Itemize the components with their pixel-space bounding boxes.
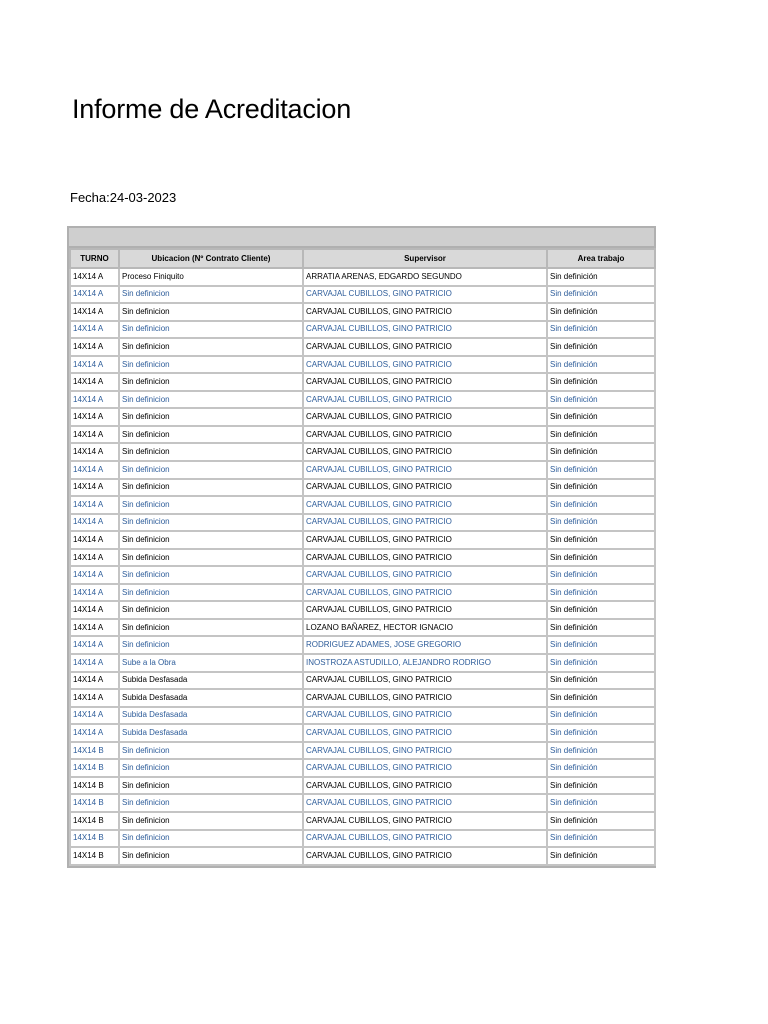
table-row: [70, 707, 655, 725]
table-row: [70, 531, 655, 549]
cell-area: Sin definición: [547, 356, 655, 374]
cell-supervisor: INOSTROZA ASTUDILLO, ALEJANDRO RODRIGO: [303, 654, 547, 672]
cell-turno: 14X14 A: [70, 689, 119, 707]
table-body: [70, 268, 655, 865]
report-date: Fecha:24-03-2023: [70, 190, 177, 205]
cell-ubicacion: Sin definicion: [119, 549, 303, 567]
cell-area: Sin definición: [547, 373, 655, 391]
cell-area: Sin definición: [547, 321, 655, 339]
table-row: [70, 286, 655, 304]
cell-supervisor: CARVAJAL CUBILLOS, GINO PATRICIO: [303, 426, 547, 444]
cell-ubicacion: Sin definicion: [119, 531, 303, 549]
table-row: [70, 479, 655, 497]
cell-area: Sin definición: [547, 724, 655, 742]
cell-supervisor: LOZANO BAÑAREZ, HECTOR IGNACIO: [303, 619, 547, 637]
cell-supervisor: CARVAJAL CUBILLOS, GINO PATRICIO: [303, 286, 547, 304]
table-row: [70, 636, 655, 654]
cell-turno: 14X14 A: [70, 373, 119, 391]
table-row: [70, 619, 655, 637]
table-row: [70, 689, 655, 707]
cell-turno: 14X14 A: [70, 707, 119, 725]
cell-area: Sin definición: [547, 584, 655, 602]
cell-area: Sin definición: [547, 338, 655, 356]
cell-area: Sin definición: [547, 654, 655, 672]
cell-area: Sin definición: [547, 759, 655, 777]
cell-turno: 14X14 A: [70, 601, 119, 619]
accreditation-table-container: [67, 226, 656, 868]
cell-ubicacion: Sin definicion: [119, 408, 303, 426]
cell-turno: 14X14 A: [70, 531, 119, 549]
table-row: [70, 777, 655, 795]
cell-area: Sin definición: [547, 531, 655, 549]
cell-supervisor: CARVAJAL CUBILLOS, GINO PATRICIO: [303, 759, 547, 777]
table-row: [70, 408, 655, 426]
cell-turno: 14X14 A: [70, 408, 119, 426]
table-row: [70, 303, 655, 321]
cell-area: Sin definición: [547, 479, 655, 497]
cell-ubicacion: Sin definicion: [119, 443, 303, 461]
cell-turno: 14X14 A: [70, 636, 119, 654]
cell-turno: 14X14 B: [70, 847, 119, 865]
table-row: [70, 496, 655, 514]
cell-supervisor: CARVAJAL CUBILLOS, GINO PATRICIO: [303, 847, 547, 865]
cell-supervisor: ARRATIA ARENAS, EDGARDO SEGUNDO: [303, 268, 547, 286]
table-row: [70, 321, 655, 339]
cell-turno: 14X14 B: [70, 777, 119, 795]
cell-supervisor: CARVAJAL CUBILLOS, GINO PATRICIO: [303, 531, 547, 549]
cell-area: Sin definición: [547, 443, 655, 461]
cell-supervisor: CARVAJAL CUBILLOS, GINO PATRICIO: [303, 496, 547, 514]
cell-ubicacion: Sin definicion: [119, 303, 303, 321]
cell-supervisor: CARVAJAL CUBILLOS, GINO PATRICIO: [303, 601, 547, 619]
cell-ubicacion: Sin definicion: [119, 636, 303, 654]
cell-area: Sin definición: [547, 742, 655, 760]
header-turno: TURNO: [70, 249, 119, 268]
table-row: [70, 601, 655, 619]
cell-turno: 14X14 A: [70, 566, 119, 584]
cell-ubicacion: Sin definicion: [119, 426, 303, 444]
table-row: [70, 391, 655, 409]
table-row: [70, 566, 655, 584]
cell-area: Sin definición: [547, 636, 655, 654]
cell-area: Sin definición: [547, 426, 655, 444]
cell-turno: 14X14 A: [70, 672, 119, 690]
cell-ubicacion: Sin definicion: [119, 777, 303, 795]
cell-turno: 14X14 A: [70, 514, 119, 532]
cell-area: Sin definición: [547, 672, 655, 690]
cell-supervisor: CARVAJAL CUBILLOS, GINO PATRICIO: [303, 794, 547, 812]
cell-area: Sin definición: [547, 777, 655, 795]
cell-ubicacion: Sin definicion: [119, 601, 303, 619]
cell-supervisor: CARVAJAL CUBILLOS, GINO PATRICIO: [303, 830, 547, 848]
table-row: [70, 373, 655, 391]
cell-area: Sin definición: [547, 566, 655, 584]
cell-ubicacion: Subida Desfasada: [119, 707, 303, 725]
cell-supervisor: CARVAJAL CUBILLOS, GINO PATRICIO: [303, 514, 547, 532]
cell-ubicacion: Proceso Finiquito: [119, 268, 303, 286]
cell-area: Sin definición: [547, 303, 655, 321]
cell-supervisor: CARVAJAL CUBILLOS, GINO PATRICIO: [303, 707, 547, 725]
cell-supervisor: CARVAJAL CUBILLOS, GINO PATRICIO: [303, 672, 547, 690]
cell-turno: 14X14 A: [70, 391, 119, 409]
cell-area: Sin definición: [547, 847, 655, 865]
table-row: [70, 549, 655, 567]
table-banner: [69, 228, 654, 248]
cell-turno: 14X14 B: [70, 759, 119, 777]
cell-supervisor: RODRIGUEZ ADAMES, JOSE GREGORIO: [303, 636, 547, 654]
cell-turno: 14X14 A: [70, 584, 119, 602]
cell-ubicacion: Sin definicion: [119, 391, 303, 409]
cell-supervisor: CARVAJAL CUBILLOS, GINO PATRICIO: [303, 812, 547, 830]
cell-turno: 14X14 A: [70, 443, 119, 461]
cell-ubicacion: Sin definicion: [119, 619, 303, 637]
cell-ubicacion: Sin definicion: [119, 496, 303, 514]
table-row: [70, 443, 655, 461]
cell-area: Sin definición: [547, 461, 655, 479]
cell-supervisor: CARVAJAL CUBILLOS, GINO PATRICIO: [303, 584, 547, 602]
cell-turno: 14X14 A: [70, 286, 119, 304]
cell-ubicacion: Sin definicion: [119, 566, 303, 584]
cell-supervisor: CARVAJAL CUBILLOS, GINO PATRICIO: [303, 479, 547, 497]
cell-ubicacion: Sin definicion: [119, 479, 303, 497]
cell-ubicacion: Subida Desfasada: [119, 724, 303, 742]
header-supervisor: Supervisor: [303, 249, 547, 268]
cell-ubicacion: Sin definicion: [119, 373, 303, 391]
cell-ubicacion: Sube a la Obra: [119, 654, 303, 672]
table-row: [70, 830, 655, 848]
table-row: [70, 268, 655, 286]
table-row: [70, 654, 655, 672]
cell-turno: 14X14 A: [70, 321, 119, 339]
cell-turno: 14X14 A: [70, 724, 119, 742]
cell-ubicacion: Subida Desfasada: [119, 672, 303, 690]
cell-ubicacion: Sin definicion: [119, 584, 303, 602]
cell-area: Sin definición: [547, 514, 655, 532]
cell-area: Sin definición: [547, 549, 655, 567]
cell-supervisor: CARVAJAL CUBILLOS, GINO PATRICIO: [303, 373, 547, 391]
cell-supervisor: CARVAJAL CUBILLOS, GINO PATRICIO: [303, 461, 547, 479]
cell-ubicacion: Sin definicion: [119, 286, 303, 304]
cell-supervisor: CARVAJAL CUBILLOS, GINO PATRICIO: [303, 391, 547, 409]
cell-supervisor: CARVAJAL CUBILLOS, GINO PATRICIO: [303, 566, 547, 584]
table-row: [70, 514, 655, 532]
cell-area: Sin definición: [547, 707, 655, 725]
cell-turno: 14X14 A: [70, 356, 119, 374]
cell-area: Sin definición: [547, 286, 655, 304]
cell-area: Sin definición: [547, 830, 655, 848]
table-row: [70, 426, 655, 444]
table-row: [70, 584, 655, 602]
cell-turno: 14X14 A: [70, 303, 119, 321]
cell-turno: 14X14 B: [70, 794, 119, 812]
cell-ubicacion: Sin definicion: [119, 514, 303, 532]
cell-turno: 14X14 A: [70, 338, 119, 356]
table-row: [70, 356, 655, 374]
cell-turno: 14X14 A: [70, 654, 119, 672]
table-row: [70, 794, 655, 812]
cell-area: Sin definición: [547, 496, 655, 514]
cell-supervisor: CARVAJAL CUBILLOS, GINO PATRICIO: [303, 777, 547, 795]
cell-turno: 14X14 A: [70, 268, 119, 286]
cell-area: Sin definición: [547, 812, 655, 830]
cell-turno: 14X14 A: [70, 549, 119, 567]
cell-turno: 14X14 A: [70, 619, 119, 637]
accreditation-table: [69, 248, 656, 866]
cell-supervisor: CARVAJAL CUBILLOS, GINO PATRICIO: [303, 303, 547, 321]
cell-supervisor: CARVAJAL CUBILLOS, GINO PATRICIO: [303, 338, 547, 356]
report-title: Informe de Acreditacion: [72, 94, 352, 124]
header-ubicacion: Ubicacion (Nº Contrato Cliente): [119, 249, 303, 268]
cell-area: Sin definición: [547, 601, 655, 619]
cell-area: Sin definición: [547, 619, 655, 637]
cell-supervisor: CARVAJAL CUBILLOS, GINO PATRICIO: [303, 742, 547, 760]
cell-supervisor: CARVAJAL CUBILLOS, GINO PATRICIO: [303, 549, 547, 567]
cell-supervisor: CARVAJAL CUBILLOS, GINO PATRICIO: [303, 408, 547, 426]
table-row: [70, 461, 655, 479]
cell-ubicacion: Sin definicion: [119, 742, 303, 760]
table-row: [70, 742, 655, 760]
cell-ubicacion: Sin definicion: [119, 321, 303, 339]
cell-supervisor: CARVAJAL CUBILLOS, GINO PATRICIO: [303, 689, 547, 707]
table-row: [70, 724, 655, 742]
cell-ubicacion: Sin definicion: [119, 356, 303, 374]
cell-turno: 14X14 A: [70, 496, 119, 514]
cell-ubicacion: Sin definicion: [119, 812, 303, 830]
cell-turno: 14X14 A: [70, 479, 119, 497]
cell-supervisor: CARVAJAL CUBILLOS, GINO PATRICIO: [303, 356, 547, 374]
cell-turno: 14X14 B: [70, 812, 119, 830]
cell-supervisor: CARVAJAL CUBILLOS, GINO PATRICIO: [303, 443, 547, 461]
cell-ubicacion: Sin definicion: [119, 830, 303, 848]
cell-ubicacion: Sin definicion: [119, 338, 303, 356]
table-row: [70, 338, 655, 356]
cell-area: Sin definición: [547, 268, 655, 286]
table-row: [70, 672, 655, 690]
cell-ubicacion: Sin definicion: [119, 794, 303, 812]
cell-ubicacion: Subida Desfasada: [119, 689, 303, 707]
cell-turno: 14X14 B: [70, 830, 119, 848]
cell-turno: 14X14 A: [70, 461, 119, 479]
cell-area: Sin definición: [547, 391, 655, 409]
cell-area: Sin definición: [547, 689, 655, 707]
cell-turno: 14X14 B: [70, 742, 119, 760]
table-header-row: [70, 249, 655, 268]
cell-ubicacion: Sin definicion: [119, 759, 303, 777]
cell-supervisor: CARVAJAL CUBILLOS, GINO PATRICIO: [303, 724, 547, 742]
table-row: [70, 847, 655, 865]
cell-area: Sin definición: [547, 408, 655, 426]
cell-supervisor: CARVAJAL CUBILLOS, GINO PATRICIO: [303, 321, 547, 339]
cell-ubicacion: Sin definicion: [119, 847, 303, 865]
cell-area: Sin definición: [547, 794, 655, 812]
cell-ubicacion: Sin definicion: [119, 461, 303, 479]
cell-turno: 14X14 A: [70, 426, 119, 444]
table-row: [70, 759, 655, 777]
table-row: [70, 812, 655, 830]
header-area: Area trabajo: [547, 249, 655, 268]
